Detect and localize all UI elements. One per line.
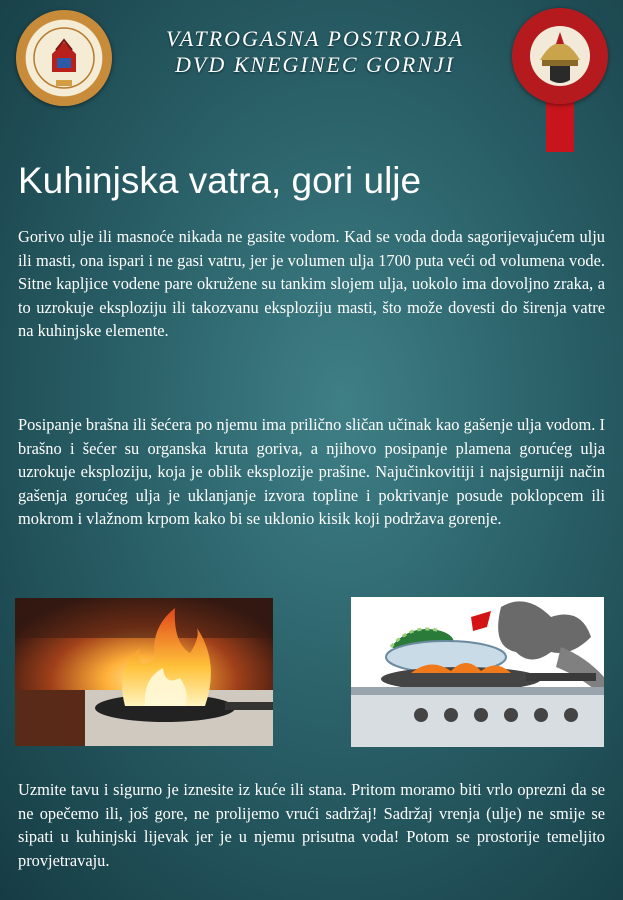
paragraph-1: Gorivo ulje ili masnoće nikada ne gasite vodom. Kad se voda doda sagorijevajućem ulju ili masti, ona ispari i ne gasi vatru, jer je volumen ulja 1700 puta veći od volumena vode. Sitne kapljice vodene pare okružene su tankim slojem ulja, uokolo ima dovoljno zraka, a to uzrokuje eksploziju ili takozvanu eksploziju masti, što može dovesti do širenja vatre na kuhinjske elemente. (18, 227, 605, 341)
paragraph-2: Posipanje brašna ili šećera po njemu ima prilično sličan učinak kao gašenje ulja vodom. I brašno i šećer su organska kruta goriva, a njihovo posipanje plamena gorućeg ulja uzrokuje eksploziju, koja je oblik eksplozije prašine. Najučinkovitiji i najsigurniji način gašenja gorućeg ulja je uklanjanje izvora topline i pokrivanje posude poklopcem ili mokrom i vlažnom krpom kako bi se uklonio kisik koji podržava gorenje. (18, 415, 605, 529)
firefighter-helmet-emblem-icon (512, 8, 608, 104)
page-title: Kuhinjska vatra, gori ulje (18, 160, 422, 201)
paragraph-3: Uzmite tavu i sigurno je iznesite iz kuće ili stana. Pritom moramo biti vrlo oprezni da se ne opečemo ili, još gore, ne prolijemo vrući sadržaj! Sadržaj vrenja (ulje) ne smije se sipati u kuhinjski lijevak jer je u njemu prisutna voda! Potom se prostorije temeljito provjetravaju. (18, 780, 605, 870)
header-line-1: VATROGASNA POSTROJBA (165, 26, 465, 51)
dvd-emblem-icon (16, 10, 112, 106)
header (120, 26, 510, 78)
covered-pan-illustration (351, 597, 604, 747)
header-line-2: DVD KNEGINEC GORNJI (175, 52, 455, 77)
pan-fire-photo (15, 598, 273, 746)
